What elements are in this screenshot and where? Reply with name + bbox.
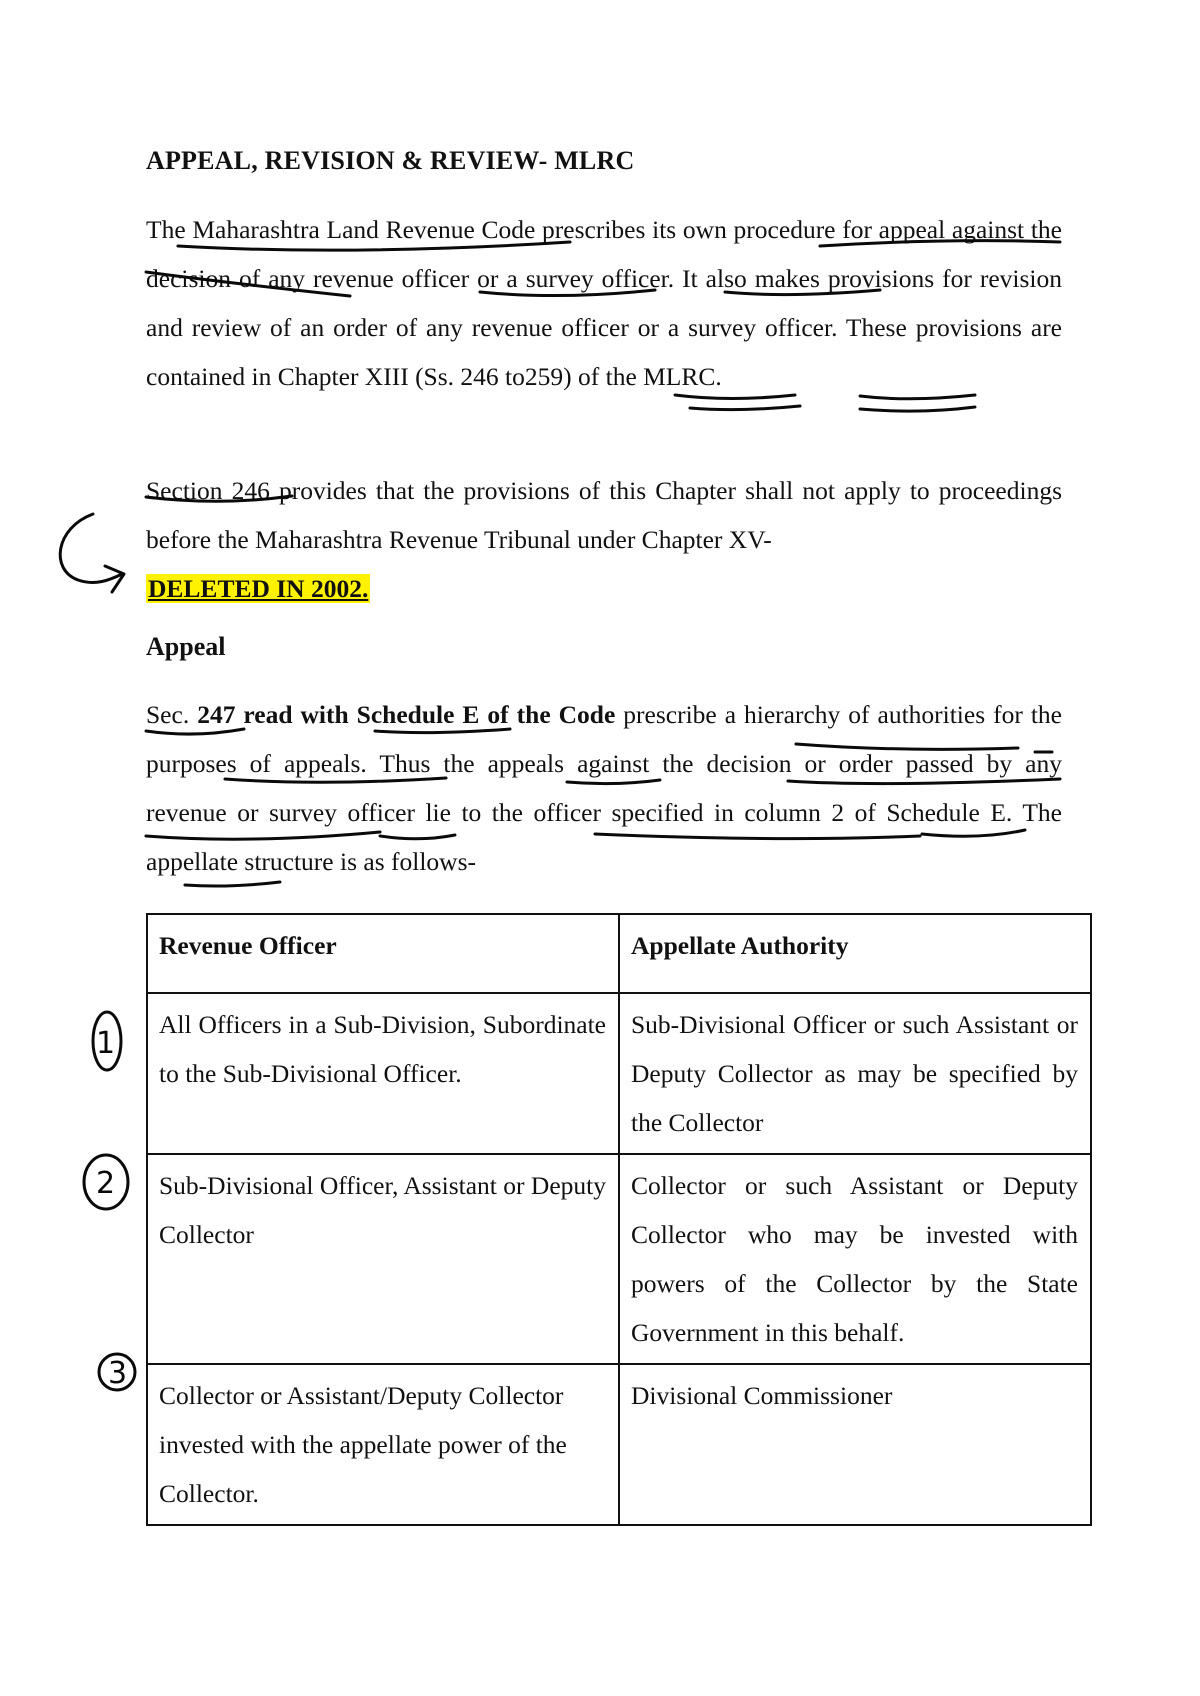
header-appellate-authority: Appellate Authority: [619, 914, 1091, 993]
appeal-paragraph: [146, 690, 1062, 886]
table-cell: Collector or such Assistant or Deputy Collector who may be invested with powers of the Collector by the State Government in this behalf.: [619, 1154, 1091, 1364]
table-cell: All Officers in a Sub-Division, Subordinate to the Sub-Divisional Officer.: [147, 993, 619, 1154]
appeal-text: prescribe a hierarchy of authorities for the purposes of appeals. Thus the appeals against the decision or order passed by any revenue or survey officer lie to the officer specified in column 2 of Schedule E. The appellate structure is as follows-: [146, 700, 1062, 876]
table-cell: Sub-Divisional Officer or such Assistant or Deputy Collector as may be specified by the Collector: [619, 993, 1091, 1154]
svg-text:1: 1: [96, 1026, 116, 1061]
table-row: [147, 1364, 1091, 1525]
deleted-highlight: DELETED IN 2002.: [148, 574, 369, 603]
margin-number-1-icon: [93, 1012, 121, 1070]
svg-text:3: 3: [108, 1356, 128, 1391]
section-246-paragraph: [146, 466, 1062, 613]
margin-number-2-icon: [84, 1155, 128, 1209]
table-cell: Collector or Assistant/Deputy Collector invested with the appellate power of the Collector.: [147, 1364, 619, 1525]
table-row: [147, 1154, 1091, 1364]
appellate-structure-table: [146, 913, 1092, 1526]
table-cell: Divisional Commissioner: [619, 1364, 1091, 1525]
section-246-text: Section 246 provides that the provisions of this Chapter shall not apply to proceedings before the Maharashtra Revenue Tribunal under Chapter XV-: [146, 476, 1062, 554]
appeal-prefix: Sec.: [146, 700, 198, 729]
document-title: APPEAL, REVISION & REVIEW- MLRC: [146, 146, 635, 175]
svg-text:2: 2: [96, 1166, 116, 1201]
intro-paragraph: The Maharashtra Land Revenue Code prescribes its own procedure for appeal against the decision of any revenue officer or a survey officer. It also makes provisions for revision and review of an order of any revenue officer or a survey officer. These provisions are contained in Chapter XIII (Ss. 246 to259) of the MLRC.: [146, 215, 1062, 391]
appeal-bold-ref: 247 read with Schedule E of the Code: [197, 700, 616, 729]
arrow-icon: [60, 514, 124, 592]
header-revenue-officer: Revenue Officer: [147, 914, 619, 993]
appeal-heading: Appeal: [146, 632, 226, 661]
margin-number-3-icon: [99, 1354, 135, 1391]
table-row: [147, 993, 1091, 1154]
table-header-row: [147, 914, 1091, 993]
table-cell: Sub-Divisional Officer, Assistant or Deputy Collector: [147, 1154, 619, 1364]
